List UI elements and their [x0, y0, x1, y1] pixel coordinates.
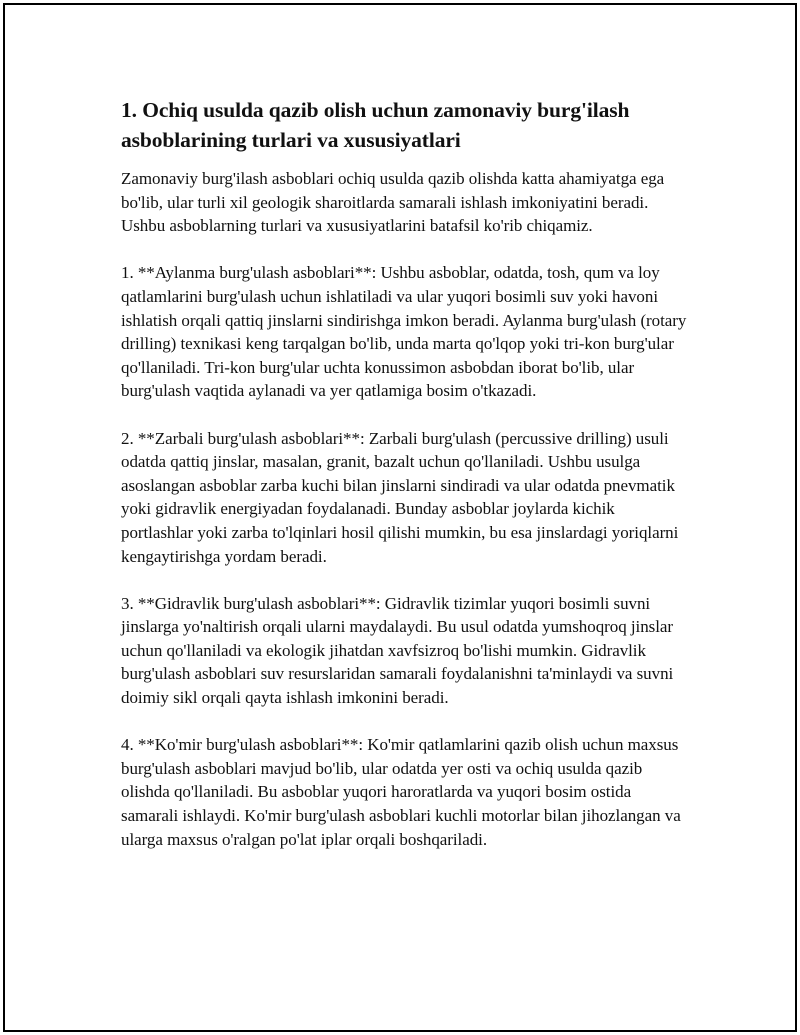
intro-paragraph: Zamonaviy burg'ilash asboblari ochiq usulda qazib olishda katta ahamiyatga ega bo'lib, ular turli xil geologik sharoitlarda samarali ishlash imkoniyatini beradi. Ushbu asboblarning turlari va xususiyatlarini batafsil ko'rib chiqamiz. — [121, 169, 665, 236]
paragraph-percussive-drilling: 2. **Zarbali burg'ulash asboblari**: Zarbali burg'ulash (percussive drilling) usuli odatda qattiq jinslar, masalan, granit, bazalt uchun qo'llaniladi. Ushbu usulga asoslangan asboblar zarba kuchi bilan jinslarni sindiradi va ular odatda pnevmatik yoki gidravlik energiyadan foydalanadi. Bunday asboblar joylarda kichik portlashlar yoki zarba to'lqinlari hosil qilishi mumkin, bu esa jinslardagi yoriqlarni kengaytirishga yordam beradi. — [121, 428, 679, 566]
document-title: 1. Ochiq usulda qazib olish uchun zamonaviy burg'ilash asboblarining turlari va xususiyatlari — [121, 98, 630, 152]
document-content — [121, 95, 689, 875]
paragraph-hydraulic-drilling: 3. **Gidravlik burg'ulash asboblari**: Gidravlik tizimlar yuqori bosimli suvni jinslarga yo'naltirish orqali ularni maydalaydi. Bu usul odatda yumshoqroq jinslar uchun qo'llaniladi va ekologik jihatdan xavfsizroq bo'lishi mumkin. Gidravlik burg'ulash asboblari suv resurslaridan samarali foydalanishni ta'minlaydi va suvni doimiy sikl orqali qayta ishlash imkonini beradi. — [121, 593, 674, 708]
paragraph-rotary-drilling: 1. **Aylanma burg'ulash asboblari**: Ushbu asboblar, odatda, tosh, qum va loy qatlamlarini burg'ulash uchun ishlatiladi va ular yuqori bosimli suv yoki havoni ishlatish orqali qattiq jinslarni sindirishga imkon beradi. Aylanma burg'ulash (rotary drilling) texnikasi keng tarqalgan bo'lib, unda marta qo'lqop yoki tri-kon burg'ular qo'llaniladi. Tri-kon burg'ular uchta konussimon asbobdan iborat bo'lib, ular burg'ulash vaqtida aylanadi va yer qatlamiga bosim o'tkazadi. — [121, 263, 687, 401]
document-page — [3, 3, 797, 1032]
paragraph-coal-drilling: 4. **Ko'mir burg'ulash asboblari**: Ko'mir qatlamlarini qazib olish uchun maxsus burg'ulash asboblari mavjud bo'lib, ular odatda yer osti va ochiq usulda qazib olishda qo'llaniladi. Bu asboblar yuqori haroratlarda va yuqori bosim ostida samarali ishlaydi. Ko'mir burg'ulash asboblari kuchli motorlar bilan jihozlangan va ularga maxsus o'ralgan po'lat iplar orqali boshqariladi. — [121, 735, 681, 849]
